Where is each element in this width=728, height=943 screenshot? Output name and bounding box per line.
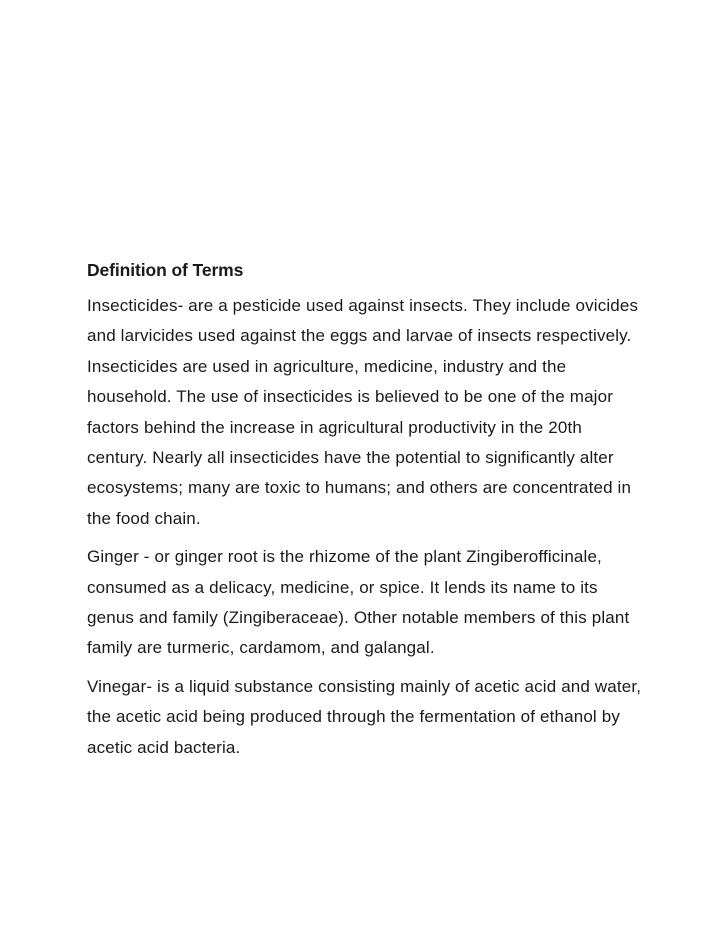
definition-ginger: Ginger - or ginger root is the rhizome of the plant Zingiberofficinale, consumed as a delicacy, medicine, or spice. It lends its name to its genus and family (Zingiberaceae). Other notable members of this plant family are turmeric, cardamom, and galangal. — [87, 547, 630, 658]
definition-vinegar: Vinegar- is a liquid substance consisting mainly of acetic acid and water, the acetic acid being produced through the fermentation of ethanol by acetic acid bacteria. — [87, 676, 642, 757]
document-body — [87, 256, 647, 771]
section-heading: Definition of Terms — [87, 260, 244, 280]
definition-insecticides: Insecticides- are a pesticide used against insects. They include ovicides and larvicides used against the eggs and larvae of insects respectively. Insecticides are used in agriculture, medicine, industry and the household. The use of insecticides is believed to be one of the major factors behind the increase in agricultural productivity in the 20th century. Nearly all insecticides have the potential to significantly alter ecosystems; many are toxic to humans; and others are concentrated in the food chain. — [87, 296, 639, 528]
